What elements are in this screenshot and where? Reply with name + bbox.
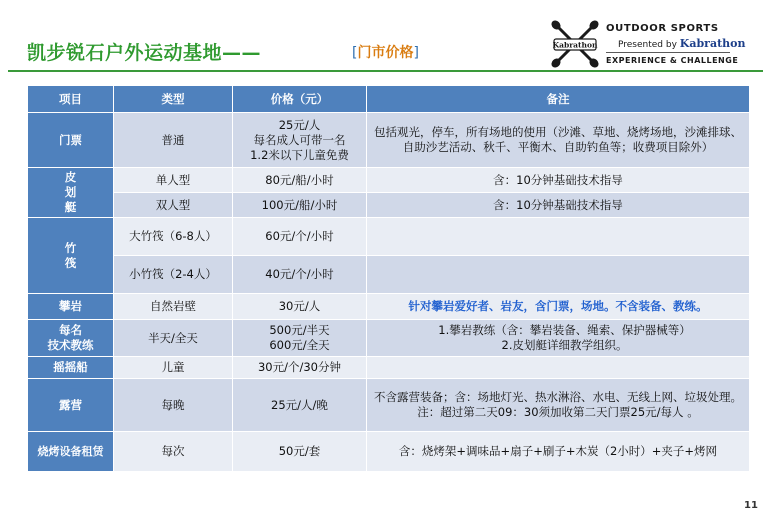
row-note: 含：10分钟基础技术指导 xyxy=(367,193,750,218)
row-price: 80元/船/小时 xyxy=(233,168,367,193)
row-type: 半天/全天 xyxy=(114,320,233,357)
row-note xyxy=(367,357,750,379)
price-line: 600元/全天 xyxy=(269,338,330,352)
table-row xyxy=(28,193,750,218)
price-line: 500元/半天 xyxy=(269,323,330,337)
subtitle-text: 门市价格 xyxy=(357,45,414,61)
row-item: 摇摇船 xyxy=(28,357,114,379)
table-row xyxy=(28,320,750,357)
item-line: 划 xyxy=(64,185,77,199)
row-type: 普通 xyxy=(114,113,233,168)
row-item xyxy=(28,218,114,294)
row-price xyxy=(233,320,367,357)
row-note: 含：10分钟基础技术指导 xyxy=(367,168,750,193)
page-title: 凯步锐石户外运动基地—— xyxy=(27,42,262,64)
row-note xyxy=(367,218,750,256)
price-line: 1.2米以下儿童免费 xyxy=(250,147,349,162)
item-line: 竹 xyxy=(64,240,77,255)
logo-mark-text: Kabrathon xyxy=(552,40,598,50)
row-price: 50元/套 xyxy=(233,432,367,472)
logo-line2 xyxy=(618,37,746,50)
row-price: 25元/人/晚 xyxy=(233,379,367,432)
table-row xyxy=(28,256,750,294)
table-row xyxy=(28,432,750,472)
logo-line1: OUTDOOR SPORTS xyxy=(606,23,719,34)
logo-presented-by: Presented by xyxy=(618,40,680,50)
row-note xyxy=(367,256,750,294)
row-price xyxy=(233,113,367,168)
row-type: 大竹筏（6-8人） xyxy=(114,218,233,256)
row-type: 自然岩壁 xyxy=(114,294,233,320)
row-note xyxy=(367,379,750,432)
crossed-paddles-icon xyxy=(548,19,602,69)
logo-divider xyxy=(606,52,730,53)
item-line: 皮 xyxy=(64,170,77,184)
row-type: 小竹筏（2-4人） xyxy=(114,256,233,294)
subtitle-bracket-close: ] xyxy=(413,45,419,61)
row-price: 30元/人 xyxy=(233,294,367,320)
row-type: 每晚 xyxy=(114,379,233,432)
price-line: 25元/人 xyxy=(278,117,321,132)
row-type: 双人型 xyxy=(114,193,233,218)
item-line: 艇 xyxy=(64,200,77,214)
note-line: 2.皮划艇详细教学组织。 xyxy=(501,338,628,352)
row-note xyxy=(367,320,750,357)
table-row xyxy=(28,113,750,168)
page-number: 11 xyxy=(744,500,758,511)
table-header-row xyxy=(28,86,750,113)
note-line: 注：超过第二天09：30须加收第二天门票25元/每人 。 xyxy=(417,405,699,419)
kabrathon-logo xyxy=(548,19,748,69)
page-subtitle xyxy=(352,42,419,62)
row-item xyxy=(28,168,114,218)
item-line: 每名 xyxy=(59,323,82,337)
row-item: 门票 xyxy=(28,113,114,168)
row-type: 每次 xyxy=(114,432,233,472)
item-line: 筏 xyxy=(64,255,77,270)
note-line: 1.攀岩教练（含：攀岩装备、绳索、保护器械等） xyxy=(438,323,691,337)
row-price: 100元/船/小时 xyxy=(233,193,367,218)
row-type: 儿童 xyxy=(114,357,233,379)
logo-brand: Kabrathon xyxy=(679,37,746,50)
table-row xyxy=(28,357,750,379)
row-item: 烧烤设备租赁 xyxy=(28,432,114,472)
header-note: 备注 xyxy=(367,86,750,113)
row-price: 30元/个/30分钟 xyxy=(233,357,367,379)
row-price: 40元/个/小时 xyxy=(233,256,367,294)
row-item: 攀岩 xyxy=(28,294,114,320)
header-price: 价格（元） xyxy=(233,86,367,113)
price-line: 每名成人可带一名 xyxy=(253,132,346,147)
title-divider xyxy=(8,70,763,72)
table-row xyxy=(28,294,750,320)
row-item: 露营 xyxy=(28,379,114,432)
table-row xyxy=(28,218,750,256)
row-type: 单人型 xyxy=(114,168,233,193)
note-line: 不含露营装备；含：场地灯光、热水淋浴、水电、无线上网、垃圾处理。 xyxy=(374,390,742,404)
item-line: 技术教练 xyxy=(47,338,94,352)
table-row xyxy=(28,379,750,432)
subtitle-bracket-open: [ xyxy=(352,45,358,61)
row-note: 含：烧烤架+调味品+扇子+刷子+木炭（2小时）+夹子+烤网 xyxy=(367,432,750,472)
row-item xyxy=(28,320,114,357)
row-note: 包括观光，停车，所有场地的使用（沙滩、草地、烧烤场地，沙滩排球、自助沙艺活动、秋千、平衡木、自助钓鱼等；收费项目除外） xyxy=(367,113,750,168)
row-price: 60元/个/小时 xyxy=(233,218,367,256)
table-row xyxy=(28,168,750,193)
header-item: 项目 xyxy=(28,86,114,113)
row-note: 针对攀岩爱好者、岩友，含门票，场地。不含装备、教练。 xyxy=(367,294,750,320)
logo-line3: EXPERIENCE & CHALLENGE xyxy=(606,56,739,65)
header-type: 类型 xyxy=(114,86,233,113)
price-table xyxy=(27,85,750,472)
